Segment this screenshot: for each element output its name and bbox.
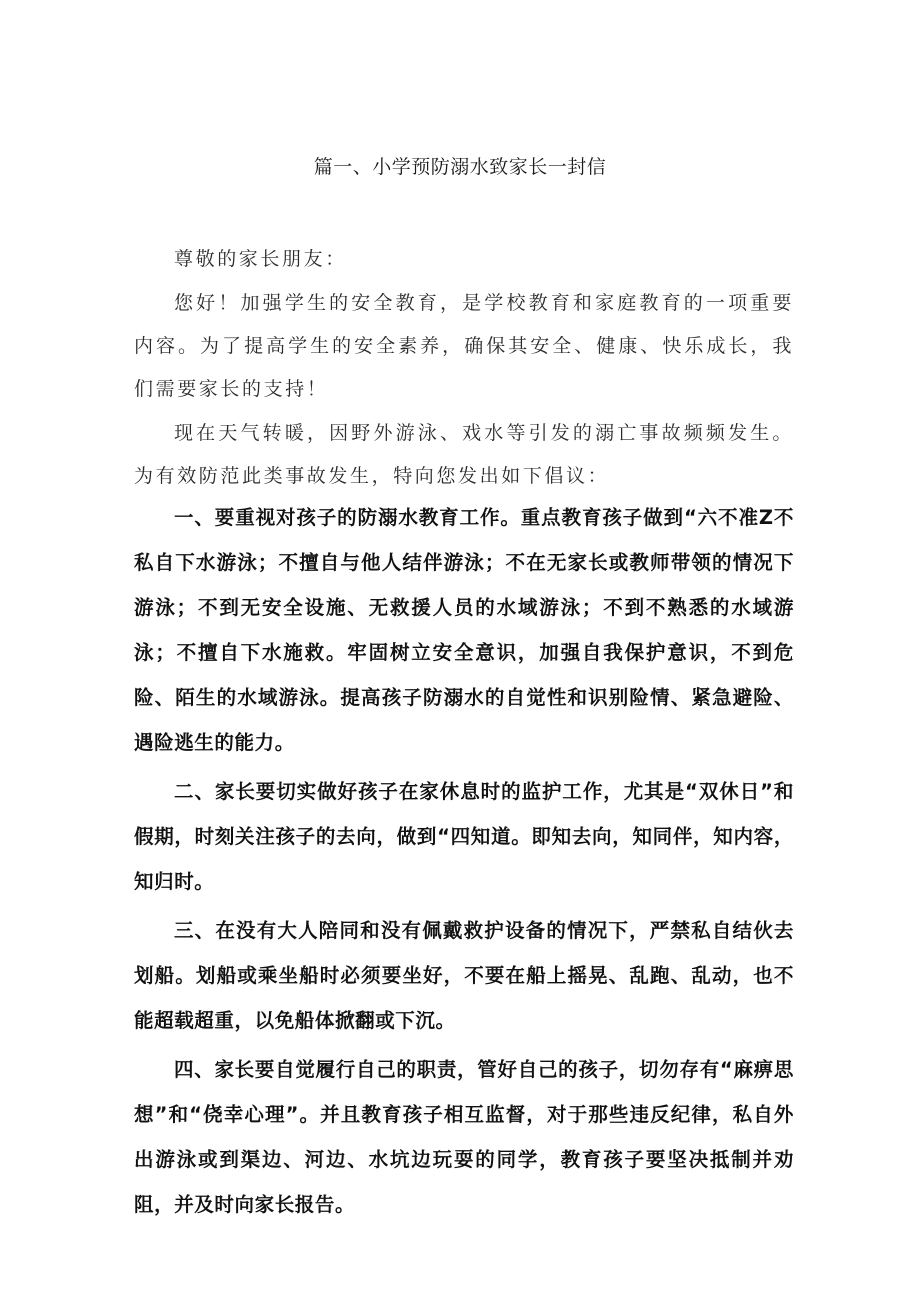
proposal-item: 四、家长要自觉履行自己的职责，管好自己的孩子，切勿存有“麻痹思想”和“侥幸心理”。并且教育孩子相互监督，对于那些违反纪律，私自外出游泳或到渠边、河边、水坑边玩耍的同学，教育孩子要坚决抵制并劝阻，并及时向家长报告。: [134, 1058, 794, 1216]
proposal-item: 二、家长要切实做好孩子在家休息时的监护工作，尤其是“双休日”和假期，时刻关注孩子的去向，做到“四知道。即知去向，知同伴，知内容，知归时。: [134, 780, 794, 893]
proposal-item: 一、要重视对孩子的防溺水教育工作。重点教育孩子做到“六不准Z不私自下水游泳；不擅自与他人结伴游泳；不在无家长或教师带领的情况下游泳；不到无安全设施、无救援人员的水域游泳；不到不熟悉的水域游泳；不擅自下水施救。牢固树立安全意识，加强自我保护意识，不到危险、陌生的水域游泳。提高孩子防溺水的自觉性和识别险情、紧急避险、遇险逃生的能力。: [134, 506, 794, 754]
document-title: 篇一、小学预防溺水致家长一封信: [313, 156, 607, 178]
letter-proposals: [134, 495, 794, 1227]
salutation: 尊敬的家长朋友：: [174, 248, 347, 270]
proposal-item: 三、在没有大人陪同和没有佩戴救护设备的情况下，严禁私自结伙去划船。划船或乘坐船时必须要坐好，不要在船上摇晃、乱跑、乱动，也不能超载超重，以免船体掀翻或下沉。: [134, 919, 794, 1032]
paragraph-greeting: 您好！加强学生的安全教育，是学校教育和家庭教育的一项重要内容。为了提高学生的安全素养，确保其安全、健康、快乐成长，我们需要家长的支持！: [134, 292, 794, 400]
letter-intro: [134, 238, 794, 498]
paragraph-context: 现在天气转暖，因野外游泳、戏水等引发的溺亡事故频频发生。为有效防范此类事故发生，特向您发出如下倡议：: [134, 422, 794, 487]
